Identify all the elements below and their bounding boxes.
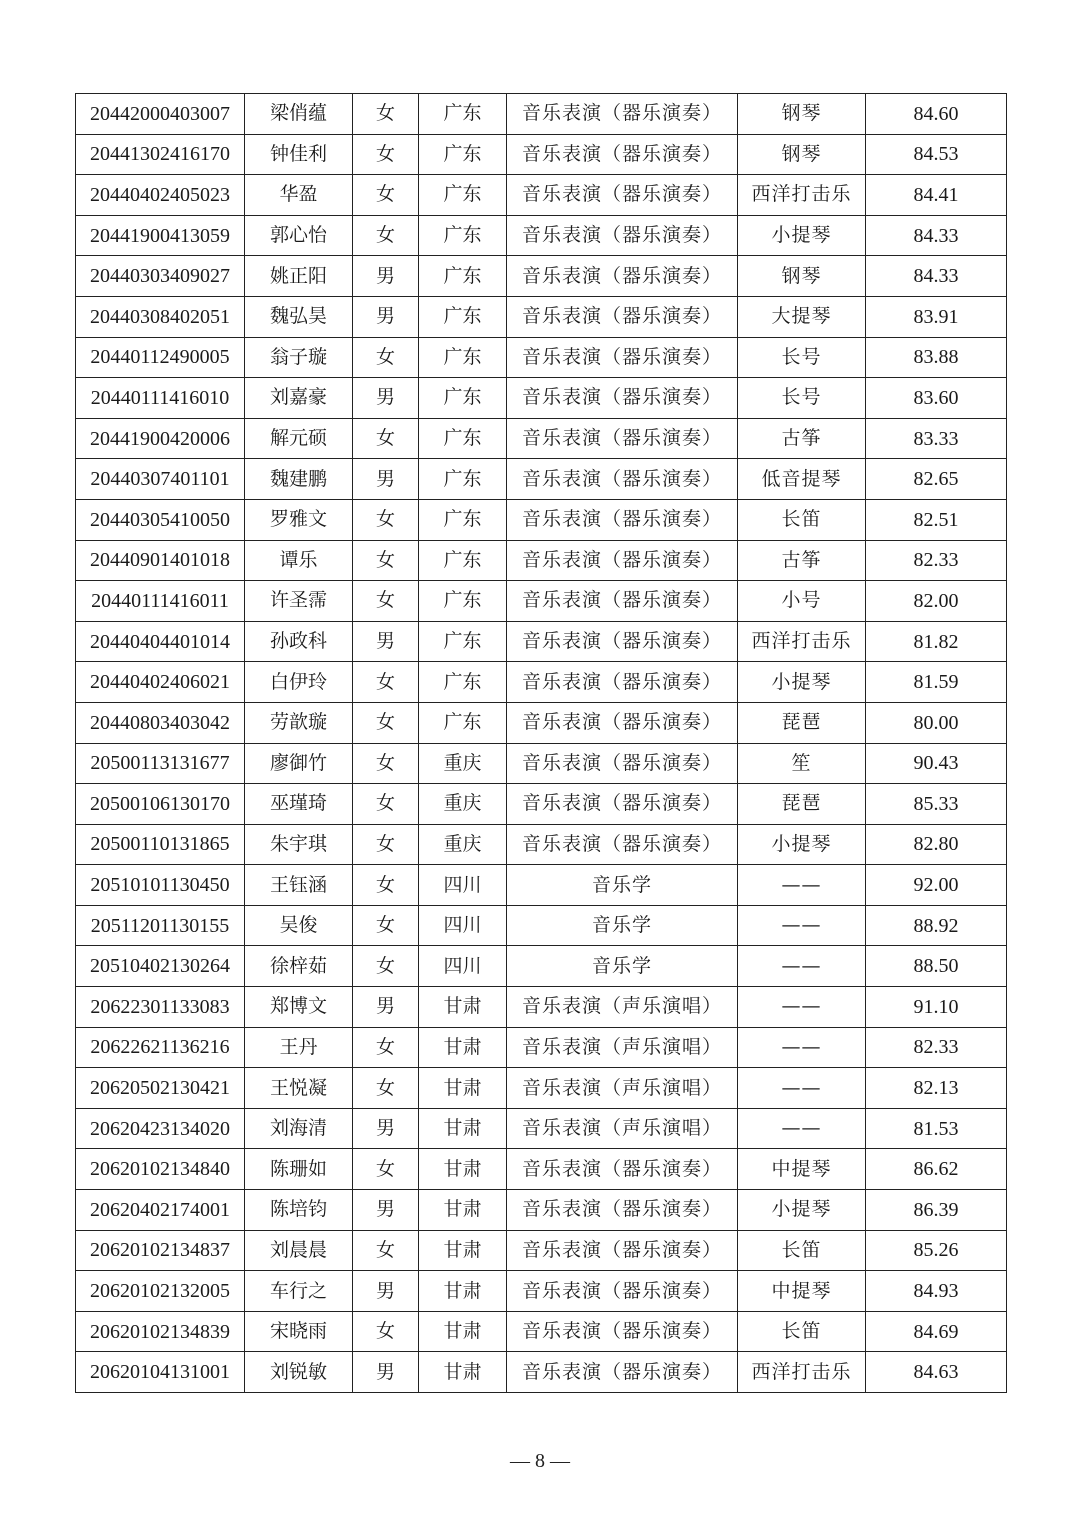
- gender-cell: 女: [353, 824, 419, 865]
- instrument-cell: 琵琶: [738, 702, 866, 743]
- table-row: [76, 987, 1007, 1028]
- score-cell: 83.91: [866, 296, 1007, 337]
- major-cell: 音乐表演（器乐演奏）: [507, 702, 738, 743]
- gender-cell: 女: [353, 134, 419, 175]
- candidate-id-cell: 20440112490005: [76, 337, 245, 378]
- name-cell: 刘锐敏: [245, 1352, 353, 1393]
- instrument-cell: ——: [738, 905, 866, 946]
- table-row: [76, 1027, 1007, 1068]
- name-cell: 白伊玲: [245, 662, 353, 703]
- instrument-cell: 长号: [738, 337, 866, 378]
- candidate-id-cell: 20440803403042: [76, 702, 245, 743]
- instrument-cell: 钢琴: [738, 134, 866, 175]
- table-row: [76, 865, 1007, 906]
- gender-cell: 女: [353, 743, 419, 784]
- major-cell: 音乐表演（器乐演奏）: [507, 1311, 738, 1352]
- candidate-id-cell: 20620102134840: [76, 1149, 245, 1190]
- score-cell: 82.51: [866, 499, 1007, 540]
- major-cell: 音乐表演（声乐演唱）: [507, 1068, 738, 1109]
- table-row: [76, 621, 1007, 662]
- candidate-id-cell: 20441900420006: [76, 418, 245, 459]
- candidate-id-cell: 20500113131677: [76, 743, 245, 784]
- major-cell: 音乐表演（器乐演奏）: [507, 540, 738, 581]
- province-cell: 四川: [419, 946, 507, 987]
- province-cell: 重庆: [419, 743, 507, 784]
- table-row: [76, 1271, 1007, 1312]
- name-cell: 王悦凝: [245, 1068, 353, 1109]
- instrument-cell: 笙: [738, 743, 866, 784]
- candidate-id-cell: 20440402405023: [76, 175, 245, 216]
- instrument-cell: 小提琴: [738, 215, 866, 256]
- instrument-cell: 西洋打击乐: [738, 175, 866, 216]
- score-cell: 81.53: [866, 1108, 1007, 1149]
- gender-cell: 女: [353, 865, 419, 906]
- table-row: [76, 1149, 1007, 1190]
- instrument-cell: 长号: [738, 378, 866, 419]
- instrument-cell: 中提琴: [738, 1149, 866, 1190]
- instrument-cell: ——: [738, 946, 866, 987]
- table-row: [76, 1190, 1007, 1231]
- candidate-id-cell: 20620423134020: [76, 1108, 245, 1149]
- instrument-cell: 小号: [738, 581, 866, 622]
- candidate-id-cell: 20510402130264: [76, 946, 245, 987]
- major-cell: 音乐表演（器乐演奏）: [507, 581, 738, 622]
- instrument-cell: 西洋打击乐: [738, 1352, 866, 1393]
- gender-cell: 男: [353, 378, 419, 419]
- name-cell: 陈珊如: [245, 1149, 353, 1190]
- major-cell: 音乐学: [507, 946, 738, 987]
- province-cell: 广东: [419, 540, 507, 581]
- major-cell: 音乐表演（器乐演奏）: [507, 824, 738, 865]
- gender-cell: 女: [353, 1230, 419, 1271]
- gender-cell: 女: [353, 662, 419, 703]
- major-cell: 音乐表演（声乐演唱）: [507, 987, 738, 1028]
- major-cell: 音乐表演（器乐演奏）: [507, 1352, 738, 1393]
- province-cell: 甘肃: [419, 1352, 507, 1393]
- score-cell: 88.50: [866, 946, 1007, 987]
- gender-cell: 男: [353, 621, 419, 662]
- province-cell: 广东: [419, 337, 507, 378]
- province-cell: 广东: [419, 94, 507, 135]
- table-row: [76, 337, 1007, 378]
- score-cell: 84.33: [866, 256, 1007, 297]
- province-cell: 甘肃: [419, 1271, 507, 1312]
- name-cell: 姚正阳: [245, 256, 353, 297]
- score-cell: 80.00: [866, 702, 1007, 743]
- score-cell: 84.41: [866, 175, 1007, 216]
- name-cell: 谭乐: [245, 540, 353, 581]
- candidate-id-cell: 20622301133083: [76, 987, 245, 1028]
- name-cell: 郭心怡: [245, 215, 353, 256]
- instrument-cell: 小提琴: [738, 824, 866, 865]
- gender-cell: 男: [353, 459, 419, 500]
- score-cell: 82.80: [866, 824, 1007, 865]
- candidate-id-cell: 20511201130155: [76, 905, 245, 946]
- score-cell: 86.39: [866, 1190, 1007, 1231]
- province-cell: 四川: [419, 905, 507, 946]
- candidate-id-cell: 20620104131001: [76, 1352, 245, 1393]
- score-cell: 84.93: [866, 1271, 1007, 1312]
- instrument-cell: 大提琴: [738, 296, 866, 337]
- table-row: [76, 905, 1007, 946]
- major-cell: 音乐表演（器乐演奏）: [507, 418, 738, 459]
- province-cell: 甘肃: [419, 987, 507, 1028]
- table-row: [76, 256, 1007, 297]
- province-cell: 重庆: [419, 824, 507, 865]
- score-cell: 84.53: [866, 134, 1007, 175]
- gender-cell: 女: [353, 1311, 419, 1352]
- gender-cell: 女: [353, 175, 419, 216]
- table-row: [76, 499, 1007, 540]
- gender-cell: 女: [353, 94, 419, 135]
- table-row: [76, 946, 1007, 987]
- gender-cell: 男: [353, 1190, 419, 1231]
- major-cell: 音乐表演（器乐演奏）: [507, 256, 738, 297]
- name-cell: 罗雅文: [245, 499, 353, 540]
- candidate-id-cell: 20500106130170: [76, 784, 245, 825]
- province-cell: 四川: [419, 865, 507, 906]
- gender-cell: 女: [353, 946, 419, 987]
- table-row: [76, 784, 1007, 825]
- table-row: [76, 581, 1007, 622]
- table-row: [76, 1230, 1007, 1271]
- instrument-cell: 西洋打击乐: [738, 621, 866, 662]
- name-cell: 魏弘昊: [245, 296, 353, 337]
- major-cell: 音乐表演（器乐演奏）: [507, 1149, 738, 1190]
- province-cell: 甘肃: [419, 1027, 507, 1068]
- candidate-id-cell: 20442000403007: [76, 94, 245, 135]
- gender-cell: 女: [353, 1027, 419, 1068]
- instrument-cell: 钢琴: [738, 256, 866, 297]
- candidate-id-cell: 20620402174001: [76, 1190, 245, 1231]
- score-cell: 84.60: [866, 94, 1007, 135]
- name-cell: 刘海清: [245, 1108, 353, 1149]
- score-cell: 82.00: [866, 581, 1007, 622]
- gender-cell: 女: [353, 702, 419, 743]
- name-cell: 华盈: [245, 175, 353, 216]
- province-cell: 广东: [419, 662, 507, 703]
- major-cell: 音乐表演（声乐演唱）: [507, 1108, 738, 1149]
- score-cell: 84.69: [866, 1311, 1007, 1352]
- gender-cell: 男: [353, 1108, 419, 1149]
- province-cell: 甘肃: [419, 1230, 507, 1271]
- major-cell: 音乐表演（器乐演奏）: [507, 134, 738, 175]
- table-row: [76, 459, 1007, 500]
- province-cell: 广东: [419, 418, 507, 459]
- instrument-cell: ——: [738, 1027, 866, 1068]
- gender-cell: 女: [353, 499, 419, 540]
- table-row: [76, 824, 1007, 865]
- gender-cell: 女: [353, 215, 419, 256]
- instrument-cell: 古筝: [738, 540, 866, 581]
- gender-cell: 男: [353, 987, 419, 1028]
- instrument-cell: ——: [738, 1068, 866, 1109]
- name-cell: 许圣霈: [245, 581, 353, 622]
- score-cell: 90.43: [866, 743, 1007, 784]
- name-cell: 车行之: [245, 1271, 353, 1312]
- name-cell: 宋晓雨: [245, 1311, 353, 1352]
- table-row: [76, 418, 1007, 459]
- candidate-id-cell: 20440402406021: [76, 662, 245, 703]
- instrument-cell: 低音提琴: [738, 459, 866, 500]
- province-cell: 广东: [419, 702, 507, 743]
- candidate-id-cell: 20510101130450: [76, 865, 245, 906]
- province-cell: 甘肃: [419, 1311, 507, 1352]
- admission-list-table: [75, 93, 1007, 1393]
- name-cell: 梁俏蕴: [245, 94, 353, 135]
- province-cell: 甘肃: [419, 1149, 507, 1190]
- name-cell: 解元硕: [245, 418, 353, 459]
- major-cell: 音乐表演（器乐演奏）: [507, 175, 738, 216]
- name-cell: 钟佳利: [245, 134, 353, 175]
- table-row: [76, 1108, 1007, 1149]
- province-cell: 广东: [419, 256, 507, 297]
- score-cell: 88.92: [866, 905, 1007, 946]
- table-row: [76, 134, 1007, 175]
- score-cell: 82.33: [866, 540, 1007, 581]
- score-cell: 84.33: [866, 215, 1007, 256]
- score-cell: 82.65: [866, 459, 1007, 500]
- candidate-id-cell: 20500110131865: [76, 824, 245, 865]
- gender-cell: 女: [353, 540, 419, 581]
- instrument-cell: 长笛: [738, 1311, 866, 1352]
- candidate-id-cell: 20620502130421: [76, 1068, 245, 1109]
- gender-cell: 男: [353, 296, 419, 337]
- province-cell: 广东: [419, 296, 507, 337]
- gender-cell: 男: [353, 1271, 419, 1312]
- instrument-cell: 钢琴: [738, 94, 866, 135]
- instrument-cell: ——: [738, 865, 866, 906]
- major-cell: 音乐表演（器乐演奏）: [507, 459, 738, 500]
- candidate-id-cell: 20440901401018: [76, 540, 245, 581]
- table-row: [76, 94, 1007, 135]
- province-cell: 广东: [419, 215, 507, 256]
- province-cell: 广东: [419, 499, 507, 540]
- province-cell: 广东: [419, 459, 507, 500]
- instrument-cell: 琵琶: [738, 784, 866, 825]
- major-cell: 音乐表演（器乐演奏）: [507, 743, 738, 784]
- table-row: [76, 540, 1007, 581]
- candidate-id-cell: 20440303409027: [76, 256, 245, 297]
- instrument-cell: ——: [738, 1108, 866, 1149]
- score-cell: 91.10: [866, 987, 1007, 1028]
- name-cell: 魏建鹏: [245, 459, 353, 500]
- province-cell: 甘肃: [419, 1068, 507, 1109]
- table-row: [76, 175, 1007, 216]
- instrument-cell: ——: [738, 987, 866, 1028]
- candidate-id-cell: 20620102134837: [76, 1230, 245, 1271]
- score-cell: 83.33: [866, 418, 1007, 459]
- name-cell: 廖御竹: [245, 743, 353, 784]
- score-cell: 85.33: [866, 784, 1007, 825]
- score-cell: 85.26: [866, 1230, 1007, 1271]
- name-cell: 刘晨晨: [245, 1230, 353, 1271]
- name-cell: 孙政科: [245, 621, 353, 662]
- candidate-id-cell: 20441302416170: [76, 134, 245, 175]
- gender-cell: 女: [353, 784, 419, 825]
- name-cell: 王钰涵: [245, 865, 353, 906]
- name-cell: 朱宇琪: [245, 824, 353, 865]
- gender-cell: 女: [353, 418, 419, 459]
- name-cell: 徐梓茹: [245, 946, 353, 987]
- gender-cell: 女: [353, 581, 419, 622]
- score-cell: 83.60: [866, 378, 1007, 419]
- instrument-cell: 小提琴: [738, 662, 866, 703]
- table-row: [76, 1352, 1007, 1393]
- major-cell: 音乐表演（器乐演奏）: [507, 499, 738, 540]
- candidate-id-cell: 20441900413059: [76, 215, 245, 256]
- gender-cell: 女: [353, 905, 419, 946]
- province-cell: 甘肃: [419, 1108, 507, 1149]
- gender-cell: 男: [353, 1352, 419, 1393]
- score-cell: 81.59: [866, 662, 1007, 703]
- candidate-id-cell: 20622621136216: [76, 1027, 245, 1068]
- province-cell: 广东: [419, 378, 507, 419]
- instrument-cell: 小提琴: [738, 1190, 866, 1231]
- table-row: [76, 215, 1007, 256]
- name-cell: 郑博文: [245, 987, 353, 1028]
- score-cell: 82.33: [866, 1027, 1007, 1068]
- instrument-cell: 长笛: [738, 499, 866, 540]
- gender-cell: 女: [353, 1068, 419, 1109]
- name-cell: 陈培钧: [245, 1190, 353, 1231]
- major-cell: 音乐表演（器乐演奏）: [507, 94, 738, 135]
- province-cell: 甘肃: [419, 1190, 507, 1231]
- major-cell: 音乐表演（器乐演奏）: [507, 215, 738, 256]
- name-cell: 劳歆璇: [245, 702, 353, 743]
- gender-cell: 女: [353, 1149, 419, 1190]
- table-row: [76, 1068, 1007, 1109]
- gender-cell: 男: [353, 256, 419, 297]
- table-row: [76, 743, 1007, 784]
- table-row: [76, 296, 1007, 337]
- major-cell: 音乐表演（声乐演唱）: [507, 1027, 738, 1068]
- candidate-id-cell: 20440307401101: [76, 459, 245, 500]
- score-cell: 81.82: [866, 621, 1007, 662]
- candidate-id-cell: 20440111416011: [76, 581, 245, 622]
- name-cell: 巫瑾琦: [245, 784, 353, 825]
- major-cell: 音乐学: [507, 905, 738, 946]
- major-cell: 音乐表演（器乐演奏）: [507, 1230, 738, 1271]
- major-cell: 音乐表演（器乐演奏）: [507, 621, 738, 662]
- province-cell: 广东: [419, 581, 507, 622]
- table-row: [76, 1311, 1007, 1352]
- instrument-cell: 中提琴: [738, 1271, 866, 1312]
- major-cell: 音乐学: [507, 865, 738, 906]
- candidate-id-cell: 20620102132005: [76, 1271, 245, 1312]
- score-cell: 86.62: [866, 1149, 1007, 1190]
- province-cell: 广东: [419, 175, 507, 216]
- province-cell: 广东: [419, 621, 507, 662]
- candidate-id-cell: 20620102134839: [76, 1311, 245, 1352]
- name-cell: 吴俊: [245, 905, 353, 946]
- candidate-id-cell: 20440111416010: [76, 378, 245, 419]
- score-cell: 84.63: [866, 1352, 1007, 1393]
- province-cell: 重庆: [419, 784, 507, 825]
- major-cell: 音乐表演（器乐演奏）: [507, 296, 738, 337]
- candidate-id-cell: 20440308402051: [76, 296, 245, 337]
- name-cell: 刘嘉豪: [245, 378, 353, 419]
- candidate-id-cell: 20440404401014: [76, 621, 245, 662]
- major-cell: 音乐表演（器乐演奏）: [507, 1271, 738, 1312]
- table-row: [76, 662, 1007, 703]
- major-cell: 音乐表演（器乐演奏）: [507, 784, 738, 825]
- province-cell: 广东: [419, 134, 507, 175]
- major-cell: 音乐表演（器乐演奏）: [507, 378, 738, 419]
- instrument-cell: 古筝: [738, 418, 866, 459]
- page-number: — 8 —: [510, 1450, 570, 1472]
- score-cell: 92.00: [866, 865, 1007, 906]
- table-body: [76, 94, 1007, 1393]
- score-cell: 83.88: [866, 337, 1007, 378]
- name-cell: 翁子璇: [245, 337, 353, 378]
- table-row: [76, 378, 1007, 419]
- major-cell: 音乐表演（器乐演奏）: [507, 337, 738, 378]
- name-cell: 王丹: [245, 1027, 353, 1068]
- candidate-id-cell: 20440305410050: [76, 499, 245, 540]
- major-cell: 音乐表演（器乐演奏）: [507, 1190, 738, 1231]
- major-cell: 音乐表演（器乐演奏）: [507, 662, 738, 703]
- table-row: [76, 702, 1007, 743]
- gender-cell: 女: [353, 337, 419, 378]
- score-cell: 82.13: [866, 1068, 1007, 1109]
- instrument-cell: 长笛: [738, 1230, 866, 1271]
